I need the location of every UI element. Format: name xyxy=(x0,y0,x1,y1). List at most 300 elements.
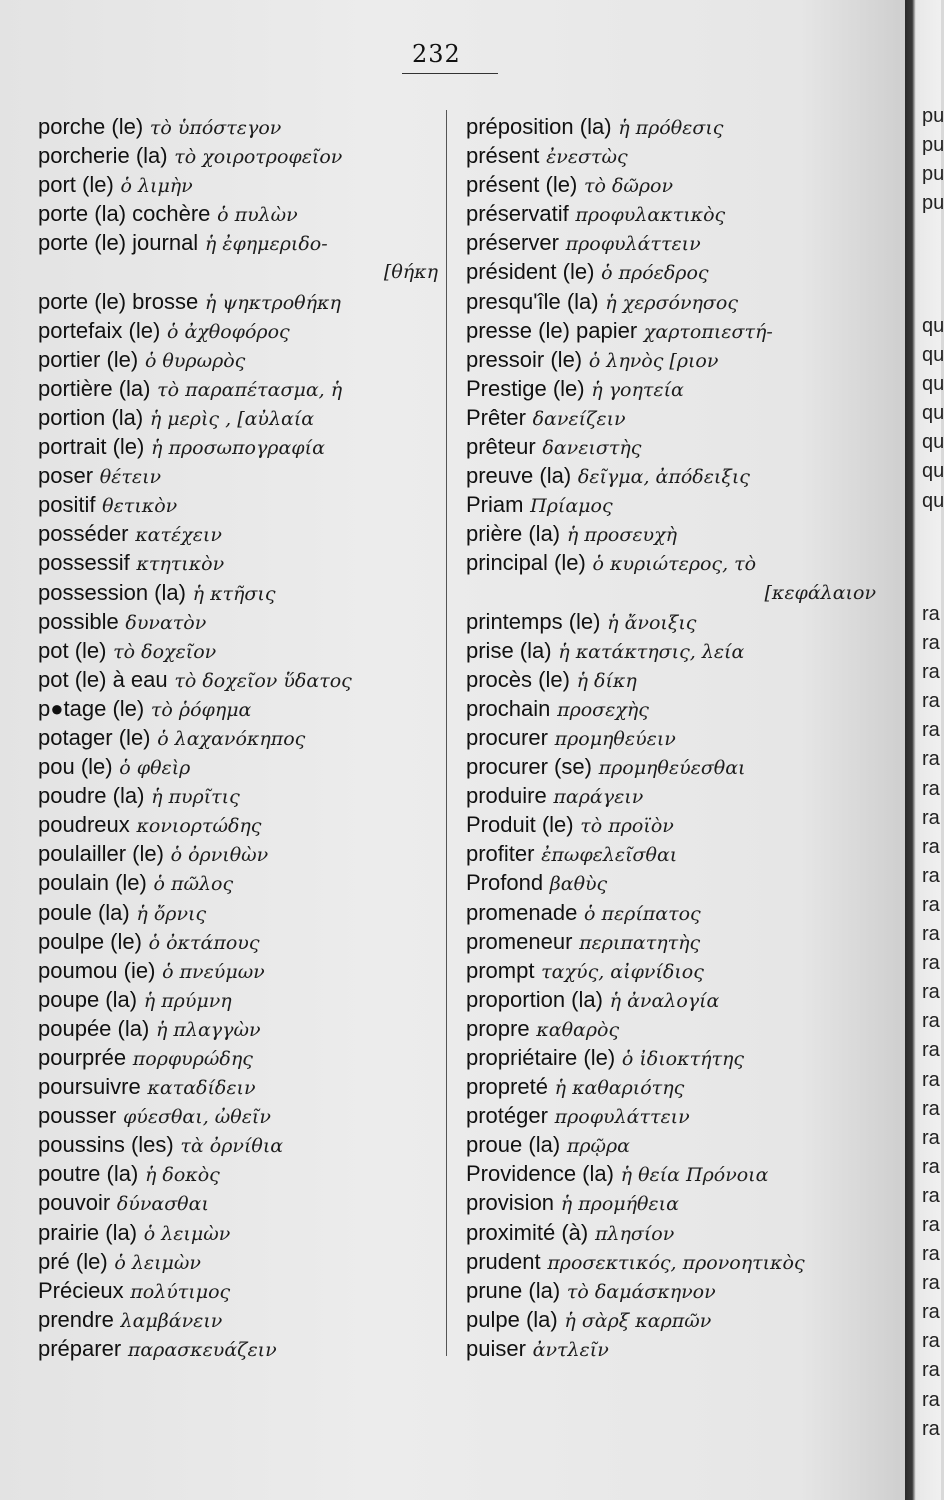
dictionary-entry xyxy=(466,781,876,810)
facing-page-fragment: qu xyxy=(922,344,944,367)
greek-translation: ἡ ὄρνις xyxy=(136,902,207,925)
greek-translation: παρασκευάζειν xyxy=(127,1338,277,1361)
greek-translation: ἡ ψηκτροθήκη xyxy=(204,291,341,314)
facing-page-fragment: pu xyxy=(922,163,944,186)
dictionary-entry xyxy=(466,432,876,461)
french-headword: poulailler (le) xyxy=(38,841,164,867)
greek-translation: [κεφάλαιον xyxy=(764,581,876,604)
dictionary-entry xyxy=(466,1247,876,1276)
facing-page-fragment: ra xyxy=(922,1388,940,1411)
french-headword: pressoir (le) xyxy=(466,346,583,372)
greek-translation: ὁ λιμὴν xyxy=(120,175,193,198)
dictionary-entry xyxy=(466,490,876,519)
french-headword: porcherie (la) xyxy=(38,143,168,169)
greek-translation: λαμβάνειν xyxy=(120,1309,223,1332)
facing-page-fragment: qu xyxy=(922,402,944,425)
facing-page-fragment: ra xyxy=(922,1359,940,1382)
dictionary-entry xyxy=(466,1218,876,1247)
page-number: 232 xyxy=(412,40,461,68)
dictionary-entry xyxy=(466,112,876,141)
greek-translation: ἐνεστὼς xyxy=(546,146,628,169)
greek-translation: ἡ γοητεία xyxy=(591,378,684,401)
greek-translation: βαθὺς xyxy=(549,873,608,896)
french-headword: préparer xyxy=(38,1335,122,1361)
dictionary-entry xyxy=(38,287,438,316)
facing-page-fragment: ra xyxy=(922,1155,940,1178)
greek-translation: περιπατητὴς xyxy=(579,931,701,954)
dictionary-entry xyxy=(466,839,876,868)
greek-translation: ἡ μερὶς , [αὐλαία xyxy=(149,407,315,430)
dictionary-entry xyxy=(38,1014,438,1043)
dictionary-entry xyxy=(38,665,438,694)
dictionary-entry xyxy=(466,665,876,694)
dictionary-entry xyxy=(38,257,438,286)
dictionary-entry xyxy=(38,1130,438,1159)
facing-page-fragment: pu xyxy=(922,105,944,127)
french-headword: propreté xyxy=(466,1074,548,1100)
right-column xyxy=(466,112,876,1363)
dictionary-entry xyxy=(466,1305,876,1334)
dictionary-entry xyxy=(38,1159,438,1188)
facing-page-fragment: ra xyxy=(922,1417,940,1440)
french-headword: poupée (la) xyxy=(38,1015,150,1041)
facing-page-fragment: ra xyxy=(922,1243,940,1266)
french-headword: presse (le) papier xyxy=(466,317,638,343)
dictionary-entry xyxy=(466,1072,876,1101)
facing-page-fragment: ra xyxy=(922,806,940,829)
greek-translation: φύεσθαι, ὠθεῖν xyxy=(122,1106,271,1129)
dictionary-entry xyxy=(466,956,876,985)
dictionary-entry xyxy=(466,170,876,199)
greek-translation: παράγειν xyxy=(553,786,644,809)
french-headword: prise (la) xyxy=(466,637,552,663)
left-column xyxy=(38,112,438,1363)
french-headword: porche (le) xyxy=(38,114,144,139)
dictionary-entry xyxy=(38,228,438,257)
french-headword: porte (le) journal xyxy=(38,230,199,256)
greek-translation: προφυλακτικὸς xyxy=(575,204,726,227)
greek-translation: ἡ πρόθεσις xyxy=(618,117,724,139)
french-headword: profiter xyxy=(466,841,535,867)
french-headword: prochain xyxy=(466,695,551,721)
dictionary-entry xyxy=(466,1159,876,1188)
greek-translation: ἡ πλαγγὼν xyxy=(156,1018,261,1041)
dictionary-entry xyxy=(466,752,876,781)
greek-translation: ὁ λειμὼν xyxy=(114,1251,201,1274)
dictionary-entry xyxy=(466,578,876,607)
dictionary-entry xyxy=(466,1188,876,1217)
dictionary-entry xyxy=(466,810,876,839)
facing-page-fragment: ra xyxy=(922,835,940,858)
facing-page-fragment: qu xyxy=(922,431,944,454)
dictionary-entry xyxy=(38,956,438,985)
french-headword: prêteur xyxy=(466,434,536,460)
french-headword: porte (la) cochère xyxy=(38,201,211,227)
dictionary-entry xyxy=(38,694,438,723)
facing-page-fragment: ra xyxy=(922,1097,940,1120)
greek-translation: ἡ δοκὸς xyxy=(144,1164,220,1187)
dictionary-entry xyxy=(38,985,438,1014)
dictionary-entry xyxy=(466,1334,876,1363)
dictionary-entry xyxy=(466,345,876,374)
dictionary-entry xyxy=(38,199,438,228)
dictionary-entry xyxy=(38,1334,438,1363)
dictionary-entry xyxy=(38,374,438,403)
greek-translation: κατέχειν xyxy=(135,524,222,547)
french-headword: pourprée xyxy=(38,1045,127,1070)
greek-translation: ὁ ληνὸς [ριον xyxy=(588,349,719,372)
greek-translation: τὸ χοιροτροφεῖον xyxy=(174,146,343,169)
greek-translation: πολύτιμος xyxy=(130,1280,231,1303)
facing-page-fragment: ra xyxy=(922,719,940,742)
facing-page-fragment: ra xyxy=(922,603,940,625)
french-headword: porte (le) brosse xyxy=(38,288,199,314)
dictionary-entry xyxy=(38,141,438,170)
dictionary-entry xyxy=(38,927,438,956)
french-headword: printemps (le) xyxy=(466,608,601,634)
french-headword: Prêter xyxy=(466,404,526,430)
dictionary-entry xyxy=(38,636,438,665)
french-headword: pouvoir xyxy=(38,1190,111,1216)
greek-translation: ὁ λειμὼν xyxy=(143,1222,231,1245)
greek-translation: Πρίαμος xyxy=(530,495,613,518)
dictionary-entry xyxy=(466,316,876,345)
french-headword: proximité (à) xyxy=(466,1219,589,1245)
dictionary-entry xyxy=(466,374,876,403)
facing-page-fragment: pu xyxy=(922,134,944,157)
greek-translation: τὸ παραπέτασμα, ἡ xyxy=(157,378,343,401)
dictionary-entry xyxy=(38,112,438,141)
greek-translation: τὸ ὑπόστεγον xyxy=(149,117,282,139)
greek-translation: ὁ πυλὼν xyxy=(217,204,298,227)
facing-page-fragment: ra xyxy=(922,690,940,713)
greek-translation: ὁ ἰδιοκτήτης xyxy=(621,1048,745,1070)
dictionary-entry xyxy=(38,1218,438,1247)
facing-page-fragment: ra xyxy=(922,661,940,684)
greek-translation: χαρτοπιεστή- xyxy=(643,320,773,343)
french-headword: p●tage (le) xyxy=(38,695,145,721)
dictionary-entry xyxy=(466,1043,876,1072)
dictionary-entry xyxy=(38,810,438,839)
greek-translation: προφυλάττειν xyxy=(565,233,701,256)
facing-page-fragment: ra xyxy=(922,893,940,916)
facing-page-letters-top xyxy=(922,102,944,218)
french-headword: prendre xyxy=(38,1306,114,1332)
french-headword: produire xyxy=(466,783,547,809)
dictionary-entry xyxy=(38,432,438,461)
french-headword: Produit (le) xyxy=(466,812,574,838)
greek-translation: ἡ σὰρξ καρπῶν xyxy=(564,1309,712,1332)
french-headword: protéger xyxy=(466,1103,548,1129)
greek-translation: τὸ δοχεῖον xyxy=(113,640,217,663)
greek-translation: τὸ δοχεῖον ὕδατος xyxy=(174,669,352,692)
french-headword: preuve (la) xyxy=(466,463,572,489)
french-headword: préposition (la) xyxy=(466,114,612,139)
dictionary-entry xyxy=(38,316,438,345)
facing-page-fragment: ra xyxy=(922,1068,940,1091)
french-headword: préservatif xyxy=(466,201,569,227)
dictionary-entry xyxy=(466,257,876,286)
dictionary-entry xyxy=(466,927,876,956)
dictionary-entry xyxy=(466,461,876,490)
greek-translation: ἡ ἀναλογία xyxy=(609,989,720,1012)
dictionary-entry xyxy=(466,694,876,723)
french-headword: poule (la) xyxy=(38,899,130,925)
greek-translation: [θήκη xyxy=(383,261,438,284)
dictionary-entry xyxy=(466,287,876,316)
dictionary-entry xyxy=(466,985,876,1014)
greek-translation: δύνασθαι xyxy=(116,1193,209,1216)
greek-translation: θέτειν xyxy=(99,466,162,489)
facing-page-fragment: qu xyxy=(922,315,944,337)
dictionary-entry xyxy=(38,345,438,374)
french-headword: promenade xyxy=(466,899,578,925)
dictionary-entry xyxy=(466,548,876,577)
french-headword: procès (le) xyxy=(466,666,570,692)
french-headword: provision xyxy=(466,1190,555,1216)
french-headword: propriétaire (le) xyxy=(466,1045,616,1070)
greek-translation: τὰ ὀρνίθια xyxy=(180,1135,284,1158)
greek-translation: δανείζειν xyxy=(532,407,626,430)
greek-translation: καθαρὸς xyxy=(536,1018,620,1041)
french-headword: possessif xyxy=(38,550,130,576)
french-headword: procurer (se) xyxy=(466,754,592,780)
facing-page-fragment: ra xyxy=(922,1301,940,1324)
greek-translation: ἡ χερσόνησος xyxy=(605,291,738,314)
greek-translation: τὸ δῶρον xyxy=(583,175,674,198)
dictionary-entry xyxy=(466,1014,876,1043)
french-headword: présent (le) xyxy=(466,172,578,198)
facing-page-fragment: ra xyxy=(922,1039,940,1062)
dictionary-entry xyxy=(38,170,438,199)
facing-page-fragment: ra xyxy=(922,1010,940,1033)
french-headword: proue (la) xyxy=(466,1132,561,1158)
greek-translation: ὁ λαχανόκηπος xyxy=(157,727,306,750)
greek-translation: ἡ κατάκτησις, λεία xyxy=(558,640,745,663)
greek-translation: πρῷρα xyxy=(566,1135,630,1158)
greek-translation: ἡ θεία Πρόνοια xyxy=(620,1164,769,1187)
facing-page-fragment: ra xyxy=(922,1330,940,1353)
facing-page-fragment: ra xyxy=(922,952,940,975)
french-headword: pulpe (la) xyxy=(466,1306,558,1332)
greek-translation: ὁ πῶλος xyxy=(153,873,234,896)
dictionary-entry xyxy=(38,1072,438,1101)
greek-translation: θετικὸν xyxy=(102,495,178,518)
french-headword: poupe (la) xyxy=(38,986,138,1012)
greek-translation: δυνατὸν xyxy=(125,611,207,634)
french-headword: portier (le) xyxy=(38,346,139,372)
greek-translation: ἡ προμήθεια xyxy=(560,1193,679,1216)
french-headword: pré (le) xyxy=(38,1248,108,1274)
french-headword: puiser xyxy=(466,1335,526,1361)
french-headword: poussins (les) xyxy=(38,1132,174,1158)
greek-translation: ὁ κυριώτερος, τὸ xyxy=(592,553,757,576)
dictionary-entry xyxy=(466,228,876,257)
greek-translation: ἡ καθαριότης xyxy=(554,1077,685,1100)
french-headword: propre xyxy=(466,1015,530,1041)
dictionary-entry xyxy=(38,723,438,752)
dictionary-entry xyxy=(466,636,876,665)
greek-translation: ὁ ἀχθοφόρος xyxy=(166,320,290,343)
french-headword: potager (le) xyxy=(38,724,151,750)
french-headword: poudreux xyxy=(38,812,130,838)
dictionary-entry xyxy=(466,141,876,170)
french-headword: possession (la) xyxy=(38,579,186,605)
french-headword: Providence (la) xyxy=(466,1161,614,1187)
greek-translation: τὸ δαμάσκηνον xyxy=(566,1280,716,1303)
greek-translation: ἀντλεῖν xyxy=(532,1338,609,1361)
facing-page-fragment: pu xyxy=(922,192,944,215)
greek-translation: προμηθεύεσθαι xyxy=(598,757,746,780)
facing-page-fragment: qu xyxy=(922,460,944,483)
dictionary-entry xyxy=(38,781,438,810)
greek-translation: ταχύς, αἰφνίδιος xyxy=(541,960,704,983)
dictionary-entry xyxy=(38,403,438,432)
french-headword: présent xyxy=(466,143,540,169)
greek-translation: δανειστὴς xyxy=(542,437,642,460)
french-headword: presqu'île (la) xyxy=(466,288,599,314)
dictionary-entry xyxy=(466,1101,876,1130)
french-headword: pousser xyxy=(38,1103,117,1129)
dictionary-entry xyxy=(38,839,438,868)
greek-translation: ἡ ἐφημεριδο- xyxy=(204,233,328,256)
greek-translation: ὁ ὀρνιθὼν xyxy=(170,844,269,867)
french-headword: portion (la) xyxy=(38,404,144,430)
dictionary-entry xyxy=(466,1130,876,1159)
french-headword: principal (le) xyxy=(466,550,586,576)
greek-translation: καταδίδειν xyxy=(147,1077,256,1100)
dictionary-entry xyxy=(38,1276,438,1305)
french-headword: poulain (le) xyxy=(38,870,147,896)
french-headword: pot (le) xyxy=(38,637,107,663)
greek-translation: ὁ ὀκτάπους xyxy=(148,931,260,954)
greek-translation: προσεχὴς xyxy=(557,698,649,721)
dictionary-entry xyxy=(466,519,876,548)
facing-page-fragment: ra xyxy=(922,632,940,655)
french-headword: prune (la) xyxy=(466,1277,561,1303)
facing-page-fragment: ra xyxy=(922,1272,940,1295)
french-headword: poutre (la) xyxy=(38,1161,139,1187)
facing-page-fragment: ra xyxy=(922,1184,940,1207)
dictionary-entry xyxy=(38,752,438,781)
greek-translation: ἡ κτῆσις xyxy=(192,582,276,605)
french-headword: poursuivre xyxy=(38,1074,141,1100)
dictionary-entry xyxy=(38,1043,438,1072)
french-headword: portrait (le) xyxy=(38,434,145,460)
french-headword: portière (la) xyxy=(38,375,151,401)
dictionary-entry xyxy=(38,578,438,607)
greek-translation: ἡ προσωπογραφία xyxy=(151,437,325,460)
dictionary-entry xyxy=(466,607,876,636)
french-headword: portefaix (le) xyxy=(38,317,161,343)
french-headword: prompt xyxy=(466,957,535,983)
greek-translation: ἡ πυρῖτις xyxy=(151,786,240,809)
french-headword: Priam xyxy=(466,492,524,518)
greek-translation: ὁ πνεύμων xyxy=(162,960,265,983)
greek-translation: πλησίον xyxy=(594,1222,675,1245)
greek-translation: δεῖγμα, ἀπόδειξις xyxy=(577,466,750,489)
dictionary-entry xyxy=(466,1276,876,1305)
french-headword: possible xyxy=(38,608,119,634)
facing-page-fragment: ra xyxy=(922,1213,940,1236)
dictionary-entry xyxy=(466,199,876,228)
french-headword: positif xyxy=(38,492,96,518)
french-headword: proportion (la) xyxy=(466,986,603,1012)
greek-translation: ἐπωφελεῖσθαι xyxy=(541,844,678,867)
french-headword: port (le) xyxy=(38,172,114,198)
french-headword: posséder xyxy=(38,521,129,547)
greek-translation: ἡ προσευχὴ xyxy=(566,524,677,547)
french-headword: poser xyxy=(38,463,94,489)
greek-translation: ἡ δίκη xyxy=(576,669,637,692)
french-headword: Prestige (le) xyxy=(466,375,585,401)
dictionary-entry xyxy=(466,898,876,927)
greek-translation: ὁ περίπατος xyxy=(584,902,701,925)
dictionary-entry xyxy=(466,403,876,432)
facing-page-letters-bottom xyxy=(922,600,941,1444)
facing-page-fragment: ra xyxy=(922,864,940,887)
french-headword: Précieux xyxy=(38,1277,124,1303)
column-divider xyxy=(446,110,447,1356)
french-headword: procurer xyxy=(466,724,548,750)
french-headword: poudre (la) xyxy=(38,783,145,809)
facing-page-fragment: ra xyxy=(922,981,940,1004)
dictionary-entry xyxy=(466,723,876,752)
dictionary-entry xyxy=(38,548,438,577)
facing-page-fragment: ra xyxy=(922,923,940,946)
greek-translation: προσεκτικός, προνοητικὸς xyxy=(547,1251,805,1274)
french-headword: prudent xyxy=(466,1248,541,1274)
facing-page-fragment: ra xyxy=(922,777,940,800)
dictionary-entry xyxy=(466,868,876,897)
dictionary-entry xyxy=(38,868,438,897)
header-rule xyxy=(402,73,498,74)
dictionary-entry xyxy=(38,1188,438,1217)
greek-translation: προφυλάττειν xyxy=(554,1106,690,1129)
french-headword: pot (le) à eau xyxy=(38,666,168,692)
french-headword: président (le) xyxy=(466,259,595,285)
greek-translation: ὁ φθεὶρ xyxy=(119,757,191,780)
facing-page-fragment: qu xyxy=(922,489,944,512)
french-headword: préserver xyxy=(466,230,559,256)
french-headword: poulpe (le) xyxy=(38,928,142,954)
french-headword: Profond xyxy=(466,870,544,896)
greek-translation: ἡ πρύμνη xyxy=(143,989,232,1012)
greek-translation: κτητικὸν xyxy=(136,553,225,576)
dictionary-entry xyxy=(38,607,438,636)
facing-page-fragment: ra xyxy=(922,748,940,771)
greek-translation: ἡ ἄνοιξις xyxy=(607,611,697,634)
french-headword: poumou (ie) xyxy=(38,957,156,983)
greek-translation: ὁ πρόεδρος xyxy=(601,262,709,285)
greek-translation: τὸ ῥόφημα xyxy=(150,698,252,721)
greek-translation: κονιορτώδης xyxy=(136,815,262,838)
greek-translation: τὸ προϊὸν xyxy=(580,815,674,838)
facing-page-fragment: ra xyxy=(922,1126,940,1149)
dictionary-entry xyxy=(38,1305,438,1334)
dictionary-entry xyxy=(38,1101,438,1130)
greek-translation: προμηθεύειν xyxy=(554,727,676,750)
french-headword: prairie (la) xyxy=(38,1219,138,1245)
dictionary-entry xyxy=(38,461,438,490)
dictionary-entry xyxy=(38,898,438,927)
facing-page-fragment: qu xyxy=(922,373,944,396)
dictionary-entry xyxy=(38,490,438,519)
dictionary-entry xyxy=(38,519,438,548)
french-headword: prière (la) xyxy=(466,521,561,547)
french-headword: pou (le) xyxy=(38,754,113,780)
french-headword: promeneur xyxy=(466,928,573,954)
